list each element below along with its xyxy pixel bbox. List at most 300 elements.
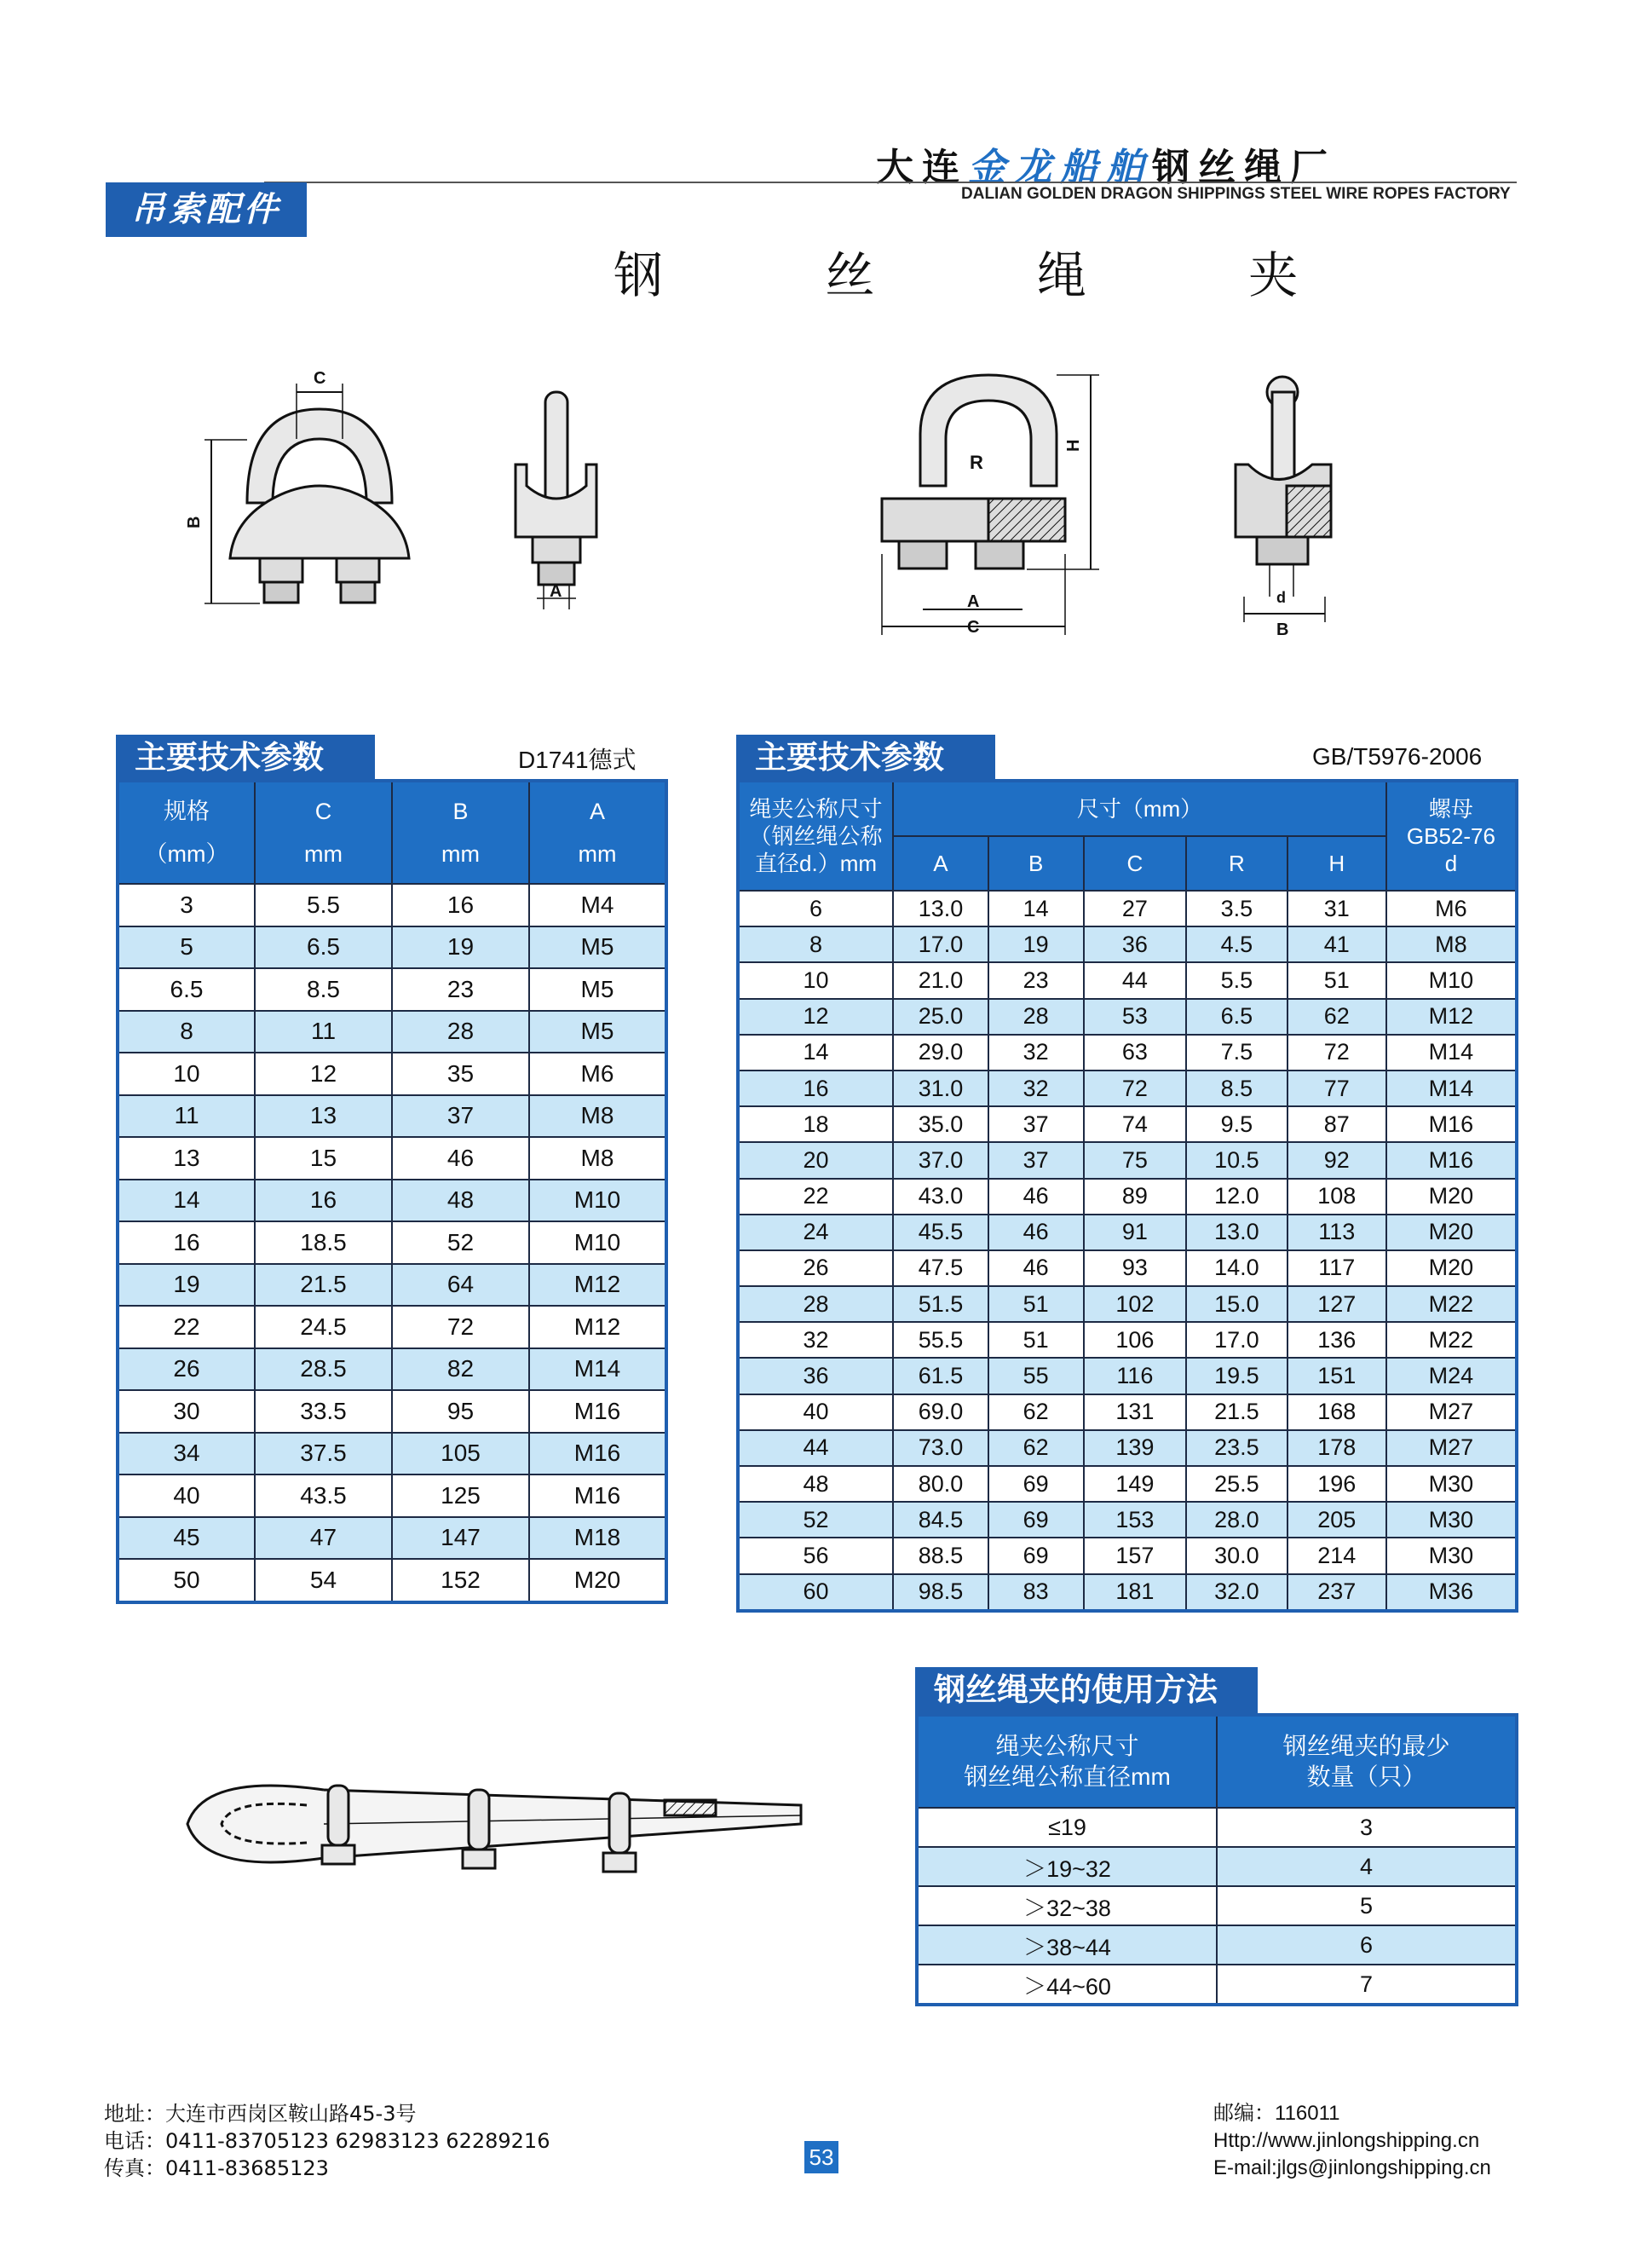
table-row (738, 1250, 1517, 1286)
header-c: C mm (255, 781, 392, 884)
table-cell: ＞19~32 (917, 1847, 1217, 1886)
table-cell: 32.0 (1186, 1574, 1287, 1611)
rope-clip-2 (463, 1790, 495, 1868)
table-cell: 62 (988, 1430, 1084, 1466)
table-cell: 80.0 (893, 1466, 988, 1502)
table-cell: 106 (1084, 1322, 1187, 1358)
drawing-german-clip-side (516, 392, 596, 609)
table-cell: 113 (1287, 1215, 1386, 1250)
table-cell: 19 (118, 1264, 255, 1307)
clip-drawings (170, 358, 1397, 648)
category-badge: 吊索配件 (106, 182, 307, 237)
table-cell: 69 (988, 1538, 1084, 1573)
table-cell: 105 (392, 1433, 529, 1475)
table-cell: 3 (118, 884, 255, 926)
table-cell: M16 (529, 1390, 666, 1433)
table-cell: 54 (255, 1559, 392, 1602)
table-cell: 10 (118, 1053, 255, 1095)
table-cell: 88.5 (893, 1538, 988, 1573)
table-cell: 14 (118, 1180, 255, 1222)
table-cell: 72 (1287, 1035, 1386, 1071)
table-cell: 16 (392, 884, 529, 926)
table1-section-title: 主要技术参数 (116, 735, 375, 781)
drawing-gb-clip-side (1236, 377, 1331, 622)
table-row (738, 999, 1517, 1035)
header-a: A mm (529, 781, 666, 884)
table-row (118, 1474, 666, 1517)
label-b: B (185, 516, 204, 528)
label-a-side: A (550, 582, 562, 601)
subheader-a: A (893, 836, 988, 891)
table-cell: 25.0 (893, 999, 988, 1035)
table1-standard: D1741德式 (518, 747, 637, 773)
table-cell: M8 (529, 1095, 666, 1138)
table-row (118, 1517, 666, 1560)
table-cell: 36 (1084, 926, 1187, 962)
table-row (118, 926, 666, 969)
table-cell: 51 (988, 1322, 1084, 1358)
table-cell: 89 (1084, 1179, 1187, 1215)
subheader-b: B (988, 836, 1084, 891)
table-row (738, 1502, 1517, 1538)
table-cell: 15.0 (1186, 1286, 1287, 1322)
table-cell: M6 (529, 1053, 666, 1095)
header-dimensions: 尺寸（mm） (893, 781, 1386, 836)
table-cell: 21.5 (255, 1264, 392, 1307)
table-cell: M22 (1386, 1322, 1517, 1358)
table-cell: 12 (255, 1053, 392, 1095)
table-cell: 72 (392, 1306, 529, 1348)
table-cell: 44 (1084, 962, 1187, 998)
table-cell: 50 (118, 1559, 255, 1602)
table-cell: 102 (1084, 1286, 1187, 1322)
table-cell: 22 (738, 1179, 893, 1215)
table-cell: 14 (738, 1035, 893, 1071)
table-cell: 7 (1217, 1965, 1517, 2005)
table-row (118, 1433, 666, 1475)
table-cell: M30 (1386, 1538, 1517, 1573)
table-cell: 55.5 (893, 1322, 988, 1358)
table-row (738, 1538, 1517, 1573)
table-row (118, 1264, 666, 1307)
table-cell: 23 (988, 962, 1084, 998)
factory-name-en: DALIAN GOLDEN DRAGON SHIPPINGS STEEL WIRE ROPES FACTORY (961, 185, 1511, 203)
table-cell: 8.5 (255, 968, 392, 1011)
table-cell: 63 (1084, 1035, 1187, 1071)
table-cell: 16 (255, 1180, 392, 1222)
table-cell: M20 (1386, 1250, 1517, 1286)
table-cell: 19 (988, 926, 1084, 962)
table-cell: 92 (1287, 1142, 1386, 1178)
table-cell: 46 (392, 1137, 529, 1180)
table-cell: 84.5 (893, 1502, 988, 1538)
table-cell: 52 (738, 1502, 893, 1538)
table-cell: 108 (1287, 1179, 1386, 1215)
table-cell: 21.0 (893, 962, 988, 998)
table-header-row (917, 1715, 1517, 1808)
label-d: d (1276, 589, 1286, 606)
table-cell: 13 (255, 1095, 392, 1138)
table-cell: 28 (738, 1286, 893, 1322)
table-cell: 24.5 (255, 1306, 392, 1348)
table-cell: M27 (1386, 1430, 1517, 1466)
table-cell: 237 (1287, 1574, 1386, 1611)
table-cell: 53 (1084, 999, 1187, 1035)
footer-email: E-mail:jlgs@jinlongshipping.cn (1213, 2156, 1491, 2179)
table-row (917, 1808, 1517, 1847)
table-row (118, 1095, 666, 1138)
table-cell: 35 (392, 1053, 529, 1095)
table-cell: M18 (529, 1517, 666, 1560)
header-b: B mm (392, 781, 529, 884)
table-cell: 37 (988, 1142, 1084, 1178)
table-cell: 6.5 (255, 926, 392, 969)
table-cell: 4 (1217, 1847, 1517, 1886)
table-cell: 47 (255, 1517, 392, 1560)
table-cell: 64 (392, 1264, 529, 1307)
table-cell: 52 (392, 1221, 529, 1264)
table-cell: 147 (392, 1517, 529, 1560)
table-cell: M8 (529, 1137, 666, 1180)
table-header-row (738, 781, 1517, 836)
table-cell: 19 (392, 926, 529, 969)
table-cell: M6 (1386, 891, 1517, 926)
table-cell: 43.0 (893, 1179, 988, 1215)
table-cell: 131 (1084, 1394, 1187, 1430)
table-cell: 45.5 (893, 1215, 988, 1250)
table-cell: M12 (1386, 999, 1517, 1035)
table-cell: 51 (988, 1286, 1084, 1322)
table-cell: M20 (1386, 1179, 1517, 1215)
rope-clip-3 (603, 1793, 636, 1872)
table-cell: 178 (1287, 1430, 1386, 1466)
footer-phone: 电话：0411-83705123 62983123 62289216 (104, 2129, 550, 2153)
table-row (917, 1925, 1517, 1965)
table-cell: M8 (1386, 926, 1517, 962)
table-row (738, 1574, 1517, 1611)
table-cell: 3 (1217, 1808, 1517, 1847)
header-min-count: 钢丝绳夹的最少 数量（只） (1217, 1715, 1517, 1808)
table2-body (738, 891, 1517, 1611)
table-row (118, 1390, 666, 1433)
table-cell: 41 (1287, 926, 1386, 962)
table-cell: 22 (118, 1306, 255, 1348)
table-gb5976 (736, 779, 1518, 1613)
table-cell: 181 (1084, 1574, 1187, 1611)
table-cell: 6 (1217, 1925, 1517, 1965)
table-cell: 23.5 (1186, 1430, 1287, 1466)
table-cell: M5 (529, 968, 666, 1011)
table-cell: M30 (1386, 1466, 1517, 1502)
table-cell: 168 (1287, 1394, 1386, 1430)
rope-clip-1 (322, 1786, 354, 1864)
usage-illustration (170, 1739, 818, 1909)
table-cell: 62 (1287, 999, 1386, 1035)
table-cell: 16 (118, 1221, 255, 1264)
table-cell: 37 (988, 1106, 1084, 1142)
table-row (738, 1358, 1517, 1394)
table-cell: 157 (1084, 1538, 1187, 1573)
factory-name-cn: 大连金龙船舶钢丝绳厂 (876, 146, 1336, 189)
table-cell: M10 (529, 1221, 666, 1264)
table-cell: 32 (988, 1071, 1084, 1106)
label-h: H (1064, 439, 1083, 452)
table-cell: 26 (118, 1348, 255, 1391)
table-cell: 16 (738, 1071, 893, 1106)
table-usage-method (915, 1713, 1518, 2006)
table-row (738, 1286, 1517, 1322)
label-a-front: A (967, 592, 980, 611)
table-cell: 51 (1287, 962, 1386, 998)
table-cell: 18 (738, 1106, 893, 1142)
table-cell: 20 (738, 1142, 893, 1178)
header-nominal-size: 绳夹公称尺寸 钢丝绳公称直径mm (917, 1715, 1217, 1808)
table-cell: 8 (738, 926, 893, 962)
table-cell: 25.5 (1186, 1466, 1287, 1502)
table2-standard: GB/T5976-2006 (1312, 743, 1483, 770)
table2-section-title: 主要技术参数 (736, 735, 995, 781)
header-spec: 规格 （mm） (118, 781, 255, 884)
table-cell: 13.0 (893, 891, 988, 926)
table-row (118, 1306, 666, 1348)
table-cell: 34 (118, 1433, 255, 1475)
table-cell: 7.5 (1186, 1035, 1287, 1071)
table-row (738, 891, 1517, 926)
table-row (118, 1221, 666, 1264)
table-cell: 69 (988, 1502, 1084, 1538)
footer-website: Http://www.jinlongshipping.cn (1213, 2129, 1480, 2152)
table-row (118, 968, 666, 1011)
table-cell: 40 (738, 1394, 893, 1430)
table-cell: 196 (1287, 1466, 1386, 1502)
subheader-r: R (1186, 836, 1287, 891)
table-cell: M27 (1386, 1394, 1517, 1430)
table-cell: M20 (1386, 1215, 1517, 1250)
table-cell: M4 (529, 884, 666, 926)
table-row (118, 1348, 666, 1391)
table-row (738, 1071, 1517, 1106)
drawing-gb-clip-front (882, 375, 1099, 635)
table-cell: M16 (1386, 1142, 1517, 1178)
header-nut: 螺母 GB52-76 d (1386, 781, 1517, 891)
table-cell: 3.5 (1186, 891, 1287, 926)
table-cell: ≤19 (917, 1808, 1217, 1847)
table-cell: M10 (529, 1180, 666, 1222)
footer-contact (104, 2100, 550, 2182)
table-row (738, 1035, 1517, 1071)
table-cell: 98.5 (893, 1574, 988, 1611)
table-cell: 152 (392, 1559, 529, 1602)
table-cell: M16 (529, 1433, 666, 1475)
table-cell: 117 (1287, 1250, 1386, 1286)
table-cell: 149 (1084, 1466, 1187, 1502)
table-row (738, 926, 1517, 962)
table-cell: 60 (738, 1574, 893, 1611)
table-cell: 10 (738, 962, 893, 998)
table-cell: 48 (392, 1180, 529, 1222)
table3-section-title: 钢丝绳夹的使用方法 (915, 1667, 1258, 1713)
table-cell: 48 (738, 1466, 893, 1502)
table-cell: 6 (738, 891, 893, 926)
table-cell: 45 (118, 1517, 255, 1560)
table-cell: M16 (529, 1474, 666, 1517)
table-cell: M30 (1386, 1502, 1517, 1538)
subheader-c: C (1084, 836, 1187, 891)
table-cell: 24 (738, 1215, 893, 1250)
table-cell: 5 (1217, 1886, 1517, 1925)
table-header-row (118, 781, 666, 884)
table-cell: 8.5 (1186, 1071, 1287, 1106)
table-cell: 87 (1287, 1106, 1386, 1142)
table-cell: 82 (392, 1348, 529, 1391)
table-cell: M5 (529, 926, 666, 969)
table-cell: M12 (529, 1306, 666, 1348)
table-cell: 33.5 (255, 1390, 392, 1433)
table-cell: M24 (1386, 1358, 1517, 1394)
table-cell: 8 (118, 1011, 255, 1053)
subheader-h: H (1287, 836, 1386, 891)
table-row (738, 1430, 1517, 1466)
table-cell: 83 (988, 1574, 1084, 1611)
table-cell: M12 (529, 1264, 666, 1307)
table-cell: 11 (118, 1095, 255, 1138)
table-cell: 56 (738, 1538, 893, 1573)
label-c-front: C (967, 618, 980, 637)
table-cell: 19.5 (1186, 1358, 1287, 1394)
table-cell: M16 (1386, 1106, 1517, 1142)
table-row (738, 1106, 1517, 1142)
table-cell: M10 (1386, 962, 1517, 998)
table-row (738, 1466, 1517, 1502)
table-cell: 30.0 (1186, 1538, 1287, 1573)
table-cell: 14.0 (1186, 1250, 1287, 1286)
table-cell: 47.5 (893, 1250, 988, 1286)
table-cell: 51.5 (893, 1286, 988, 1322)
table-row (738, 1179, 1517, 1215)
table-cell: 5.5 (1186, 962, 1287, 998)
table-cell: 5 (118, 926, 255, 969)
table-cell: 11 (255, 1011, 392, 1053)
table-cell: 44 (738, 1430, 893, 1466)
table-row (118, 1137, 666, 1180)
table-row (738, 1394, 1517, 1430)
table-cell: 139 (1084, 1430, 1187, 1466)
footer-online (1213, 2100, 1491, 2182)
table-cell: 27 (1084, 891, 1187, 926)
table-cell: M22 (1386, 1286, 1517, 1322)
table-cell: 136 (1287, 1322, 1386, 1358)
table-cell: 55 (988, 1358, 1084, 1394)
table-cell: 95 (392, 1390, 529, 1433)
label-r: R (970, 452, 983, 473)
table-cell: 37.5 (255, 1433, 392, 1475)
table-cell: 214 (1287, 1538, 1386, 1573)
table-cell: 91 (1084, 1215, 1187, 1250)
table-cell: 30 (118, 1390, 255, 1433)
table-cell: 18.5 (255, 1221, 392, 1264)
footer-address: 地址：大连市西岗区鞍山路45-3号 (104, 2102, 417, 2126)
table-cell: 43.5 (255, 1474, 392, 1517)
table-cell: 31 (1287, 891, 1386, 926)
table-cell: 6.5 (118, 968, 255, 1011)
footer-fax: 传真：0411-83685123 (104, 2156, 329, 2180)
table-cell: ＞38~44 (917, 1925, 1217, 1965)
table-cell: 15 (255, 1137, 392, 1180)
header-rule (264, 182, 1517, 183)
table-cell: 28 (392, 1011, 529, 1053)
table-cell: 125 (392, 1474, 529, 1517)
table-cell: 4.5 (1186, 926, 1287, 962)
table-cell: 31.0 (893, 1071, 988, 1106)
table-cell: 93 (1084, 1250, 1187, 1286)
table-cell: 6.5 (1186, 999, 1287, 1035)
table3-body (917, 1808, 1517, 2005)
table-cell: 73.0 (893, 1430, 988, 1466)
table-row (118, 1011, 666, 1053)
table-row (738, 1215, 1517, 1250)
table-cell: 12.0 (1186, 1179, 1287, 1215)
table-cell: 32 (988, 1035, 1084, 1071)
table-cell: 116 (1084, 1358, 1187, 1394)
table-cell: 37.0 (893, 1142, 988, 1178)
table-cell: 12 (738, 999, 893, 1035)
table-cell: 35.0 (893, 1106, 988, 1142)
header-rope-diameter: 绳夹公称尺寸 （钢丝绳公称 直径d.）mm (738, 781, 893, 891)
table-cell: ＞44~60 (917, 1965, 1217, 2005)
table-cell: M14 (1386, 1071, 1517, 1106)
table-cell: 151 (1287, 1358, 1386, 1394)
page-number: 53 (804, 2141, 838, 2173)
table-row (917, 1847, 1517, 1886)
table-cell: M20 (529, 1559, 666, 1602)
table-cell: 205 (1287, 1502, 1386, 1538)
table-cell: 21.5 (1186, 1394, 1287, 1430)
table-row (118, 884, 666, 926)
table-cell: M14 (529, 1348, 666, 1391)
table-row (917, 1965, 1517, 2005)
table-cell: 69.0 (893, 1394, 988, 1430)
label-b-side: B (1276, 620, 1289, 639)
table-cell: 46 (988, 1215, 1084, 1250)
table-cell: 26 (738, 1250, 893, 1286)
table-cell: 28.0 (1186, 1502, 1287, 1538)
table-cell: 127 (1287, 1286, 1386, 1322)
table-cell: 75 (1084, 1142, 1187, 1178)
table-row (917, 1886, 1517, 1925)
table-cell: 77 (1287, 1071, 1386, 1106)
table-cell: 28 (988, 999, 1084, 1035)
table-cell: M36 (1386, 1574, 1517, 1611)
table-row (738, 1322, 1517, 1358)
table-cell: 40 (118, 1474, 255, 1517)
table-cell: 37 (392, 1095, 529, 1138)
table-cell: 13.0 (1186, 1215, 1287, 1250)
table-cell: 46 (988, 1250, 1084, 1286)
table-row (118, 1180, 666, 1222)
table-row (738, 962, 1517, 998)
table-cell: 17.0 (893, 926, 988, 962)
table-row (118, 1053, 666, 1095)
table-cell: 14 (988, 891, 1084, 926)
table-d1741 (116, 779, 668, 1604)
table-cell: 46 (988, 1179, 1084, 1215)
table-row (738, 1142, 1517, 1178)
table-cell: 153 (1084, 1502, 1187, 1538)
table-cell: 61.5 (893, 1358, 988, 1394)
table-cell: 32 (738, 1322, 893, 1358)
table-cell: 62 (988, 1394, 1084, 1430)
table-cell: 74 (1084, 1106, 1187, 1142)
